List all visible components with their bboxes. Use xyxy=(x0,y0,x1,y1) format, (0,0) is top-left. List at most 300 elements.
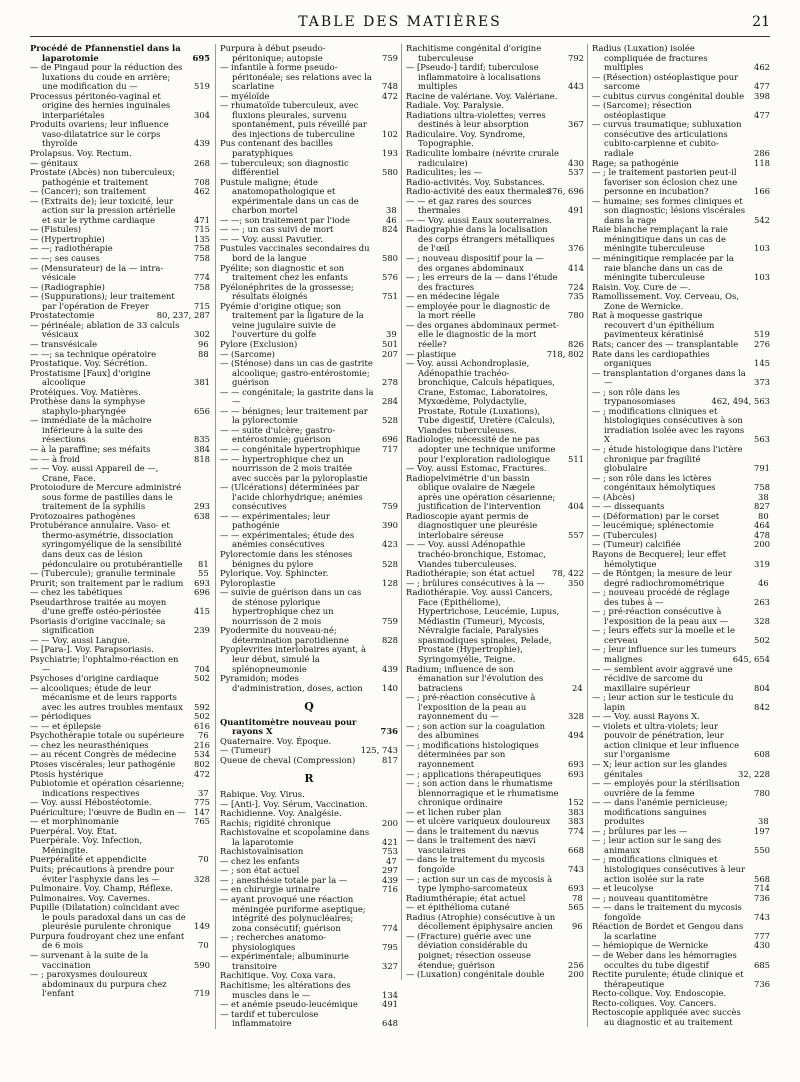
entry-page: 748 xyxy=(382,81,398,92)
entry-term: — infantile à forme pseudo-péritonéale; ses relations avec la scarlatine xyxy=(220,62,372,92)
entry-page: 472 xyxy=(382,90,398,101)
entry-term: — Voy. aussi Estomac, Fractures. xyxy=(406,463,547,474)
index-entry xyxy=(30,369,210,388)
index-entry xyxy=(30,483,210,512)
entry-term: — employée pour le diagnostic de la mort réelle xyxy=(406,300,550,321)
entry-term: — ; modifications cliniques et histologiques consécutives à son irradiation isolée avec les rayons X xyxy=(592,405,745,445)
entry-term: Pus contenant des bacilles paratyphiques xyxy=(220,138,333,159)
entry-page: 118 xyxy=(754,157,770,168)
entry-term: Radiculites; les — xyxy=(406,167,483,178)
index-entry xyxy=(220,139,398,158)
index-entry xyxy=(30,264,210,283)
entry-page: 528 xyxy=(382,558,398,569)
entry-term: Radiculite lombaire (névrite crurale radiculaire) xyxy=(406,148,560,168)
entry-term: — — et épilepsie xyxy=(30,720,101,731)
index-entry xyxy=(406,693,584,722)
entry-page: 777 xyxy=(754,930,770,941)
index-entry xyxy=(406,254,584,273)
index-entry xyxy=(592,836,770,855)
entry-term: Rabique. Voy. Virus. xyxy=(220,789,305,800)
index-entry xyxy=(30,197,210,226)
entry-term: Produits ovariens; leur influence vaso-dilatatrice sur le corps thyroïde xyxy=(30,119,169,149)
index-entry xyxy=(220,63,398,92)
entry-term: — —; son traitement par l'iode xyxy=(220,214,351,225)
entry-term: — alcooliques; étude de leur mécanisme et de leurs rapports avec les autres troubles mentaux xyxy=(30,682,183,712)
entry-page: 207 xyxy=(382,348,398,359)
entry-page: 373 xyxy=(754,377,770,388)
index-entry xyxy=(592,73,770,92)
entry-term: — transvésicale xyxy=(30,338,98,349)
entry-term: — rhumatoïde tuberculeux, avec fluxions pleurales, survenu spontanément, puis réveillé par des injections de tuberculine xyxy=(220,100,367,139)
entry-term: — périodiques xyxy=(30,711,92,722)
entry-term: Puits; précautions à prendre pour éviter l'asphyxie dans les — xyxy=(30,864,174,884)
entry-page: 128 xyxy=(382,577,398,588)
index-entry: Puerpéralité et appendicite 70 xyxy=(30,854,209,865)
index-entry xyxy=(220,756,398,766)
entry-page: 383 xyxy=(568,806,584,817)
entry-page: 791 xyxy=(754,463,770,474)
entry-term: — [Anti-]. Voy. Sérum, Vaccination. xyxy=(220,798,368,809)
entry-page: 471 xyxy=(194,214,210,225)
entry-term: — —; radiothérapie xyxy=(30,243,113,254)
entry-page: 590 xyxy=(194,959,210,970)
entry-term: Processus péritonéo-vaginal et origine des hernies inguinales interpariétales xyxy=(30,90,171,120)
entry-page: 477 xyxy=(754,81,770,92)
index-entry xyxy=(220,952,398,971)
entry-page: 286 xyxy=(754,148,770,159)
entry-term: — ; modifications histologiques déterminées par son rayonnement xyxy=(406,739,539,770)
index-entry xyxy=(30,836,210,855)
index-entry xyxy=(220,159,398,178)
entry-term: — de Röntgen; la mesure de leur degré radiochromométrique xyxy=(592,568,732,588)
entry-page: 736 xyxy=(380,726,398,737)
entry-page: 565 xyxy=(568,902,584,913)
entry-page: 826 xyxy=(568,338,584,349)
index-entry xyxy=(220,981,398,1000)
entry-term: — de Pingaud pour la réduction des luxations du coude en arrière; une modification du — xyxy=(30,62,183,92)
entry-page: 200 xyxy=(382,817,398,828)
entry-page: 439 xyxy=(382,663,398,674)
index-entry xyxy=(220,1010,398,1029)
entry-term: — et leucolyse xyxy=(592,883,654,894)
entry-page: 384 xyxy=(194,443,210,454)
entry-page: 502 xyxy=(194,673,210,684)
entry-term: Radiculaire. Voy. Syndrome, Topographie. xyxy=(406,128,526,149)
entry-term: Prostate (Abcès) non tuberculeux; pathogénie et traitement xyxy=(30,167,176,187)
index-entry xyxy=(220,550,398,569)
index-entry xyxy=(406,970,584,980)
index-entry xyxy=(30,655,210,674)
index-entry xyxy=(406,225,584,254)
entry-page: 828 xyxy=(382,634,398,645)
index-entry xyxy=(592,607,770,626)
entry-term: — —; sa technique opératoire xyxy=(30,348,157,359)
entry-page: 302 xyxy=(194,329,210,340)
entry-page: 32, 228 xyxy=(738,768,770,779)
entry-page: 430 xyxy=(568,157,584,168)
entry-page: 464 xyxy=(754,520,770,531)
entry-page: 102 xyxy=(382,128,398,139)
entry-page: 501 xyxy=(382,338,398,349)
entry-term: Pubiotomie et opération césarienne; indications respectives xyxy=(30,778,185,798)
entry-term: — périnéale; ablation de 33 calculs vésicaux xyxy=(30,319,180,340)
entry-page: 568 xyxy=(754,873,770,884)
entry-page: 704 xyxy=(194,663,210,674)
entry-term: — en chirurgie urinaire xyxy=(220,884,320,895)
entry-term: Pulmonaires. Voy. Cavernes. xyxy=(30,892,151,903)
entry-term: — — dans l'anémie pernicieuse; modifications sanguines produites xyxy=(592,797,728,827)
entry-term: Purpura foudroyant chez une enfant de 6 mois xyxy=(30,930,185,951)
index-entry: Purpura foudroyant chez une enfant de 6 mois 70 xyxy=(30,930,209,951)
index-entry xyxy=(30,598,210,617)
index-entry xyxy=(220,101,398,139)
entry-term: — ; recherches anatomo-physiologiques xyxy=(220,932,327,952)
entry-page: 80, 237, 287 xyxy=(156,310,210,321)
entry-term: Pylorique. Voy. Sphincter. xyxy=(220,568,329,579)
index-entry xyxy=(220,674,398,693)
entry-term: — —; ses causes xyxy=(30,253,100,264)
entry-term: — ; paroxysmes douloureux abdominaux du purpura chez l'enfant xyxy=(30,969,167,999)
entry-term: Pustule maligne; étude anatomopathologique et expérimentale dans un cas de charbon mortel xyxy=(220,176,359,216)
entry-page: 818 xyxy=(194,453,210,464)
running-title: TABLE DES MATIÈRES xyxy=(298,14,502,30)
entry-page: 256 xyxy=(568,959,584,970)
index-entry xyxy=(30,292,210,311)
index-entry xyxy=(406,779,584,808)
index-entry xyxy=(220,588,398,626)
entry-term: — dans le traitement du nævus xyxy=(406,825,539,836)
index-entry xyxy=(406,540,584,569)
entry-page: 367 xyxy=(568,119,584,130)
entry-page: 695 xyxy=(192,52,210,63)
index-entry xyxy=(406,512,584,541)
entry-term: Rachistovaïne et scopolamine dans la laparotomie xyxy=(220,827,370,847)
index-entry xyxy=(592,550,770,569)
entry-term: Radio-activités. Voy. Substances. xyxy=(406,176,545,187)
entry-term: Psoriasis d'origine vaccinale; sa signification xyxy=(30,615,166,636)
index-entry xyxy=(592,311,770,340)
entry-term: Prostatique. Voy. Sécrétion. xyxy=(30,358,148,369)
section-letter: R xyxy=(304,772,314,786)
index-entry xyxy=(406,302,584,321)
entry-term: Protéiques. Voy. Matières. xyxy=(30,386,141,397)
entry-term: Radiations ultra-violettes; verres destinés à leur absorption xyxy=(406,109,546,130)
entry-term: Rectite purulente; étude clinique et thérapeutique xyxy=(592,969,744,989)
index-entry xyxy=(30,397,210,416)
entry-page: 557 xyxy=(568,529,584,540)
entry-term: — — Voy. aussi Langue. xyxy=(30,634,130,645)
entry-term: — ; pré-réaction consécutive à l'exposition de la peau aux — xyxy=(592,606,729,626)
index-column-4 xyxy=(587,44,770,1027)
entry-page: 216 xyxy=(194,739,210,750)
entry-term: — Voy. aussi Hébostéotomie. xyxy=(30,797,152,808)
entry-term: — ; applications thérapeutiques xyxy=(406,768,542,779)
index-entry: — chez les enfants 47 xyxy=(220,855,397,866)
entry-term: Pyélite; son diagnostic et son traitement chez les enfants xyxy=(220,262,348,283)
entry-term: Radius (Luxation) isolée compliquée de fractures multiples xyxy=(592,43,708,73)
entry-page: 78, 422 xyxy=(552,568,584,579)
entry-term: — de Weber dans les hémorragies occultes du tube digestif xyxy=(592,949,737,970)
index-entry xyxy=(592,922,770,941)
entry-term: Recto-coliques. Voy. Cancers. xyxy=(592,997,717,1008)
entry-term: Radium; influence de son émanation sur l'évolution des batraciens xyxy=(406,663,544,693)
entry-term: Pyramidon; modes d'administration, doses, action xyxy=(220,673,363,693)
entry-term: Rat à moquesse gastrique recouvert d'un épithélium pavimenteux kératinisé xyxy=(592,310,715,340)
entry-page: 580 xyxy=(382,253,398,264)
index-entry xyxy=(220,828,398,847)
index-entry xyxy=(592,903,770,922)
entry-term: — (Extraits de); leur toxicité, leur action sur la pression artérielle et sur le rythme cardiaque xyxy=(30,195,176,225)
index-entry xyxy=(406,44,584,63)
entry-term: Radiopelvimétrie d'un bassin oblique ovalaire de Nægele après une opération césarienne; justification de l'intervention xyxy=(406,472,556,512)
entry-term: — — expérimentales; étude des anémies consécutives xyxy=(220,529,355,550)
entry-page: 152 xyxy=(568,797,584,808)
entry-term: — (Déformation) par le corset xyxy=(592,510,720,521)
entry-term: — — expérimentales; leur pathogénie xyxy=(220,510,330,531)
entry-term: — expérimentale; albuminurie transitoire xyxy=(220,951,349,971)
entry-term: — — ; un cas suivi de mort xyxy=(220,224,334,235)
entry-page: 563 xyxy=(754,434,770,445)
entry-term: — — et gaz rares des sources thermales xyxy=(406,195,532,216)
entry-page: 656 xyxy=(194,405,210,416)
entry-term: Radiumthérapie; état actuel xyxy=(406,892,526,903)
entry-term: Pupille (Dilatation) coïncidant avec le pouls paradoxal dans un cas de pleurésie purulente chronique xyxy=(30,902,186,932)
entry-page: 753 xyxy=(382,846,398,857)
entry-term: Ramollissement. Voy. Cerveau, Os, Zone de Wernicke. xyxy=(592,291,739,311)
entry-page: 328 xyxy=(194,873,210,884)
entry-term: — (Abcès) xyxy=(592,491,635,502)
index-entry xyxy=(220,244,398,263)
entry-page: 268 xyxy=(194,157,210,168)
entry-term: Rachis; rigidité chronique xyxy=(220,817,331,828)
index-entry xyxy=(592,445,770,474)
entry-term: Puerpéralité et appendicite xyxy=(30,854,147,865)
index-entry xyxy=(220,483,398,512)
index-entry xyxy=(220,359,398,388)
entry-term: — (Sarcome) xyxy=(220,348,275,359)
entry-page: 775 xyxy=(194,797,210,808)
entry-page: 293 xyxy=(194,501,210,512)
index-entry xyxy=(220,626,398,645)
entry-term: — en médecine légale xyxy=(406,291,500,302)
index-entry xyxy=(406,273,584,292)
entry-term: — humaine; ses formes cliniques et son diagnostic; lésions viscérales dans la rage xyxy=(592,195,746,225)
index-entry: Protubérance annulaire. Vaso- et thermo-asymétrie, dissociation syringomyélique de la sensibilité dans deux cas de lésion pédonculaire ou protubérantielle 81 xyxy=(30,520,209,569)
entry-page: 502 xyxy=(194,711,210,722)
entry-page: 421 xyxy=(382,836,398,847)
entry-term: — suivie de guérison dans un cas de sténose pylorique hypertrophique chez un nourrisson de 2 mois xyxy=(220,587,362,626)
entry-page: 491 xyxy=(568,205,584,216)
entry-term: — et épithélioma cutané xyxy=(406,902,510,913)
entry-term: — (Tumeur) xyxy=(220,745,271,756)
index-entry: — transvésicale 96 xyxy=(30,338,209,349)
entry-term: — (Mensurateur) de la — intra-vésicale xyxy=(30,262,164,283)
entry-term: — — Voy. aussi Adénopathie trachéo-bronchique, Estomac, Viandes tuberculeuses. xyxy=(406,539,546,569)
entry-term: — — Voy. aussi Eaux souterraines. xyxy=(406,214,552,225)
entry-term: — et ulcère variqueux douloureux xyxy=(406,816,551,827)
entry-page: 284 xyxy=(382,396,398,407)
index-entry xyxy=(30,120,210,149)
entry-page: 477 xyxy=(754,109,770,120)
entry-page: 511 xyxy=(568,453,584,464)
index-entry xyxy=(406,197,584,216)
index-entry: Pubiotomie et opération césarienne; indications respectives 37 xyxy=(30,778,209,798)
entry-page: 638 xyxy=(194,510,210,521)
index-entry xyxy=(30,92,210,121)
entry-term: — ; modifications cliniques et histologiques consécutives à leur action isolée sur la rate xyxy=(592,854,746,884)
index-column-1 xyxy=(30,44,210,999)
entry-page: 193 xyxy=(382,148,398,159)
entry-term: Puerpéral. Voy. État. xyxy=(30,825,118,836)
entry-page: 472 xyxy=(194,768,210,779)
entry-term: — ; nouveau procédé de réglage des tubes à — xyxy=(592,587,730,607)
index-entry xyxy=(592,626,770,645)
index-entry: — (Déformation) par le corset 80 xyxy=(592,510,769,521)
entry-term: Rachitisme congénital d'origine tuberculeuse xyxy=(406,43,542,63)
index-entry xyxy=(406,149,584,168)
entry-term: — (Sténose) dans un cas de gastrite alcoolique; gastro-entérostomie; guérison xyxy=(220,358,373,388)
entry-term: Rachitisme; les altérations des muscles dans le — xyxy=(220,979,351,1000)
index-entry xyxy=(30,168,210,187)
entry-term: — — employés pour la stérilisation ouvrière de la femme xyxy=(592,778,740,798)
index-entry xyxy=(220,718,398,737)
index-entry xyxy=(30,903,210,932)
entry-page: 439 xyxy=(382,874,398,885)
entry-term: — (Cancer); son traitement xyxy=(30,186,146,197)
entry-page: 708 xyxy=(194,176,210,187)
entry-term: — (Radiographie) xyxy=(30,281,105,292)
index-entry xyxy=(220,531,398,550)
entry-term: Puerpérale. Voy. Infection, Méningite. xyxy=(30,835,143,855)
entry-term: Protubérance annulaire. Vaso- et thermo-asymétrie, dissociation syringomyélique de la sensibilité dans deux cas de lésion pédonculaire ou protubérantielle xyxy=(30,520,183,569)
entry-term: Ptosis hystérique xyxy=(30,768,104,779)
entry-page: 491 xyxy=(382,999,398,1010)
entry-page: 494 xyxy=(568,730,584,741)
entry-term: — dans le traitement des nævi vasculaires xyxy=(406,835,536,855)
index-entry xyxy=(406,875,584,894)
entry-page: 478 xyxy=(754,529,770,540)
index-entry: Radius (Atrophie) consécutive à un décollement épiphysaire ancien 96 xyxy=(406,911,583,932)
index-entry xyxy=(220,512,398,531)
index-entry xyxy=(592,645,770,664)
entry-page: 376, 696 xyxy=(546,186,584,197)
entry-term: — (Suppurations); leur traitement par l'opération de Freyer xyxy=(30,291,175,311)
entry-page: 443 xyxy=(568,81,584,92)
index-entry: — (Tubercule); granulie terminale 55 xyxy=(30,568,209,579)
entry-term: — — bénignes; leur traitement par la pylorectomie xyxy=(220,405,368,426)
entry-term: — ; leur action sur le sang des animaux xyxy=(592,835,722,855)
entry-term: Radiologie; nécessité de ne pas adopter une technique uniforme pour l'exploration radiologique xyxy=(406,434,556,464)
entry-term: — ; son action sur la coagulation des albumines xyxy=(406,720,546,741)
entry-term: Prostatisme [Faux] d'origine alcoolique xyxy=(30,367,151,388)
index-entry xyxy=(30,44,210,63)
entry-page: 125, 743 xyxy=(360,745,398,756)
entry-page: 263 xyxy=(754,596,770,607)
entry-page: 645, 654 xyxy=(732,654,770,664)
entry-page: 197 xyxy=(754,825,770,836)
entry-term: — tuberculeux; son diagnostic différentiel xyxy=(220,157,349,178)
entry-term: — génitaux xyxy=(30,157,78,168)
entry-term: Pyoplevrites interlobaires ayant, à leur début, simulé la splénopneumonie xyxy=(220,644,366,674)
entry-term: — leucémique; splénectomie xyxy=(592,520,714,531)
entry-term: Rayons de Becquerel; leur effet hémolytique xyxy=(592,548,727,569)
entry-term: Prostatectomie xyxy=(30,310,95,321)
index-entry: Radium; influence de son émanation sur l'évolution des batraciens 24 xyxy=(406,663,583,693)
index-entry xyxy=(220,426,398,445)
index-entry xyxy=(592,388,770,407)
index-entry xyxy=(30,951,210,970)
entry-term: Rage; sa pathogénie xyxy=(592,157,679,168)
entry-term: Pulmonaire. Voy. Champ, Réflexe. xyxy=(30,883,173,894)
index-entry: — (Abcès) 38 xyxy=(592,491,769,502)
entry-term: Purpura à début pseudo-péritonique; autopsie xyxy=(220,43,326,63)
index-entry: — —; son traitement par l'iode 46 xyxy=(220,214,397,225)
entry-term: Réaction de Bordet et Gengou dans la scarlatine xyxy=(592,921,744,941)
index-entry xyxy=(220,933,398,952)
entry-page: 765 xyxy=(194,816,210,827)
entry-term: — curvus traumatique; subluxation consécutive des articulations cubito-carpienne et cubito-radiale xyxy=(592,119,742,159)
entry-term: — ; brûlures par les — xyxy=(592,825,688,836)
index-entry: — — dans l'anémie pernicieuse; modifications sanguines produites 38 xyxy=(592,797,769,827)
entry-page: 537 xyxy=(568,167,584,178)
entry-page: 736 xyxy=(754,978,770,989)
entry-page: 780 xyxy=(568,310,584,321)
index-entry xyxy=(30,865,210,884)
index-entry xyxy=(592,197,770,226)
index-entry xyxy=(220,44,398,63)
entry-page: 608 xyxy=(754,749,770,760)
entry-page: 714 xyxy=(754,883,770,894)
entry-term: — à la paraffine; ses méfaits xyxy=(30,443,151,454)
entry-term: Pustules vaccinales secondaires du bord de la langue xyxy=(220,243,370,264)
entry-term: Psychiatrie; l'ophtalmo-réaction en — xyxy=(30,654,179,674)
index-entry xyxy=(220,645,398,674)
entry-term: — (Sarcome); résection ostéoplastique xyxy=(592,100,692,120)
entry-term: — chez les enfants xyxy=(220,855,300,866)
entry-page: 350 xyxy=(568,577,584,588)
entry-page: 743 xyxy=(754,911,770,922)
entry-term: Pseudarthrose traitée au moyen d'une greffe ostéo-périostée xyxy=(30,596,167,617)
entry-term: — violets et ultra-violets; leur pouvoir de pénétration, leur action clinique et leur influence sur l'organisme xyxy=(592,720,740,760)
entry-page: 145 xyxy=(754,358,770,369)
entry-page: 383 xyxy=(568,816,584,827)
entry-page: 719 xyxy=(194,988,210,999)
index-entry xyxy=(220,388,398,407)
entry-page: 519 xyxy=(754,329,770,340)
entry-page: 693 xyxy=(194,577,210,588)
index-entry xyxy=(592,588,770,607)
index-entry xyxy=(406,722,584,741)
index-entry xyxy=(30,970,210,999)
entry-term: — ; le traitement pastorien peut-il favoriser son éclosion chez une personne en incubation? xyxy=(592,167,738,197)
index-entry xyxy=(592,407,770,445)
index-entry xyxy=(592,254,770,283)
entry-term: — transplantation d'organes dans la — xyxy=(592,367,746,388)
entry-term: Radioscopie ayant permis de diagnostiquer une pleurésie interlobaire séreuse xyxy=(406,510,538,540)
entry-page: 414 xyxy=(568,262,584,273)
entry-term: — ; action sur un cas de mycosis à type lympho-sarcomateux xyxy=(406,873,553,894)
entry-page: 423 xyxy=(382,539,398,550)
entry-term: — et lichen ruber plan xyxy=(406,806,502,817)
entry-page: 103 xyxy=(754,243,770,254)
index-entry xyxy=(592,168,770,197)
entry-term: Pyodermite du nouveau-né; détermination parotidienne xyxy=(220,625,349,645)
entry-term: — cubitus curvus congénital double xyxy=(592,90,745,101)
entry-term: — immédiate de la mâchoire inférieure à la suite des résections xyxy=(30,415,152,445)
index-entry xyxy=(592,693,770,712)
entry-page: 390 xyxy=(382,520,398,531)
entry-page: 792 xyxy=(568,52,584,63)
